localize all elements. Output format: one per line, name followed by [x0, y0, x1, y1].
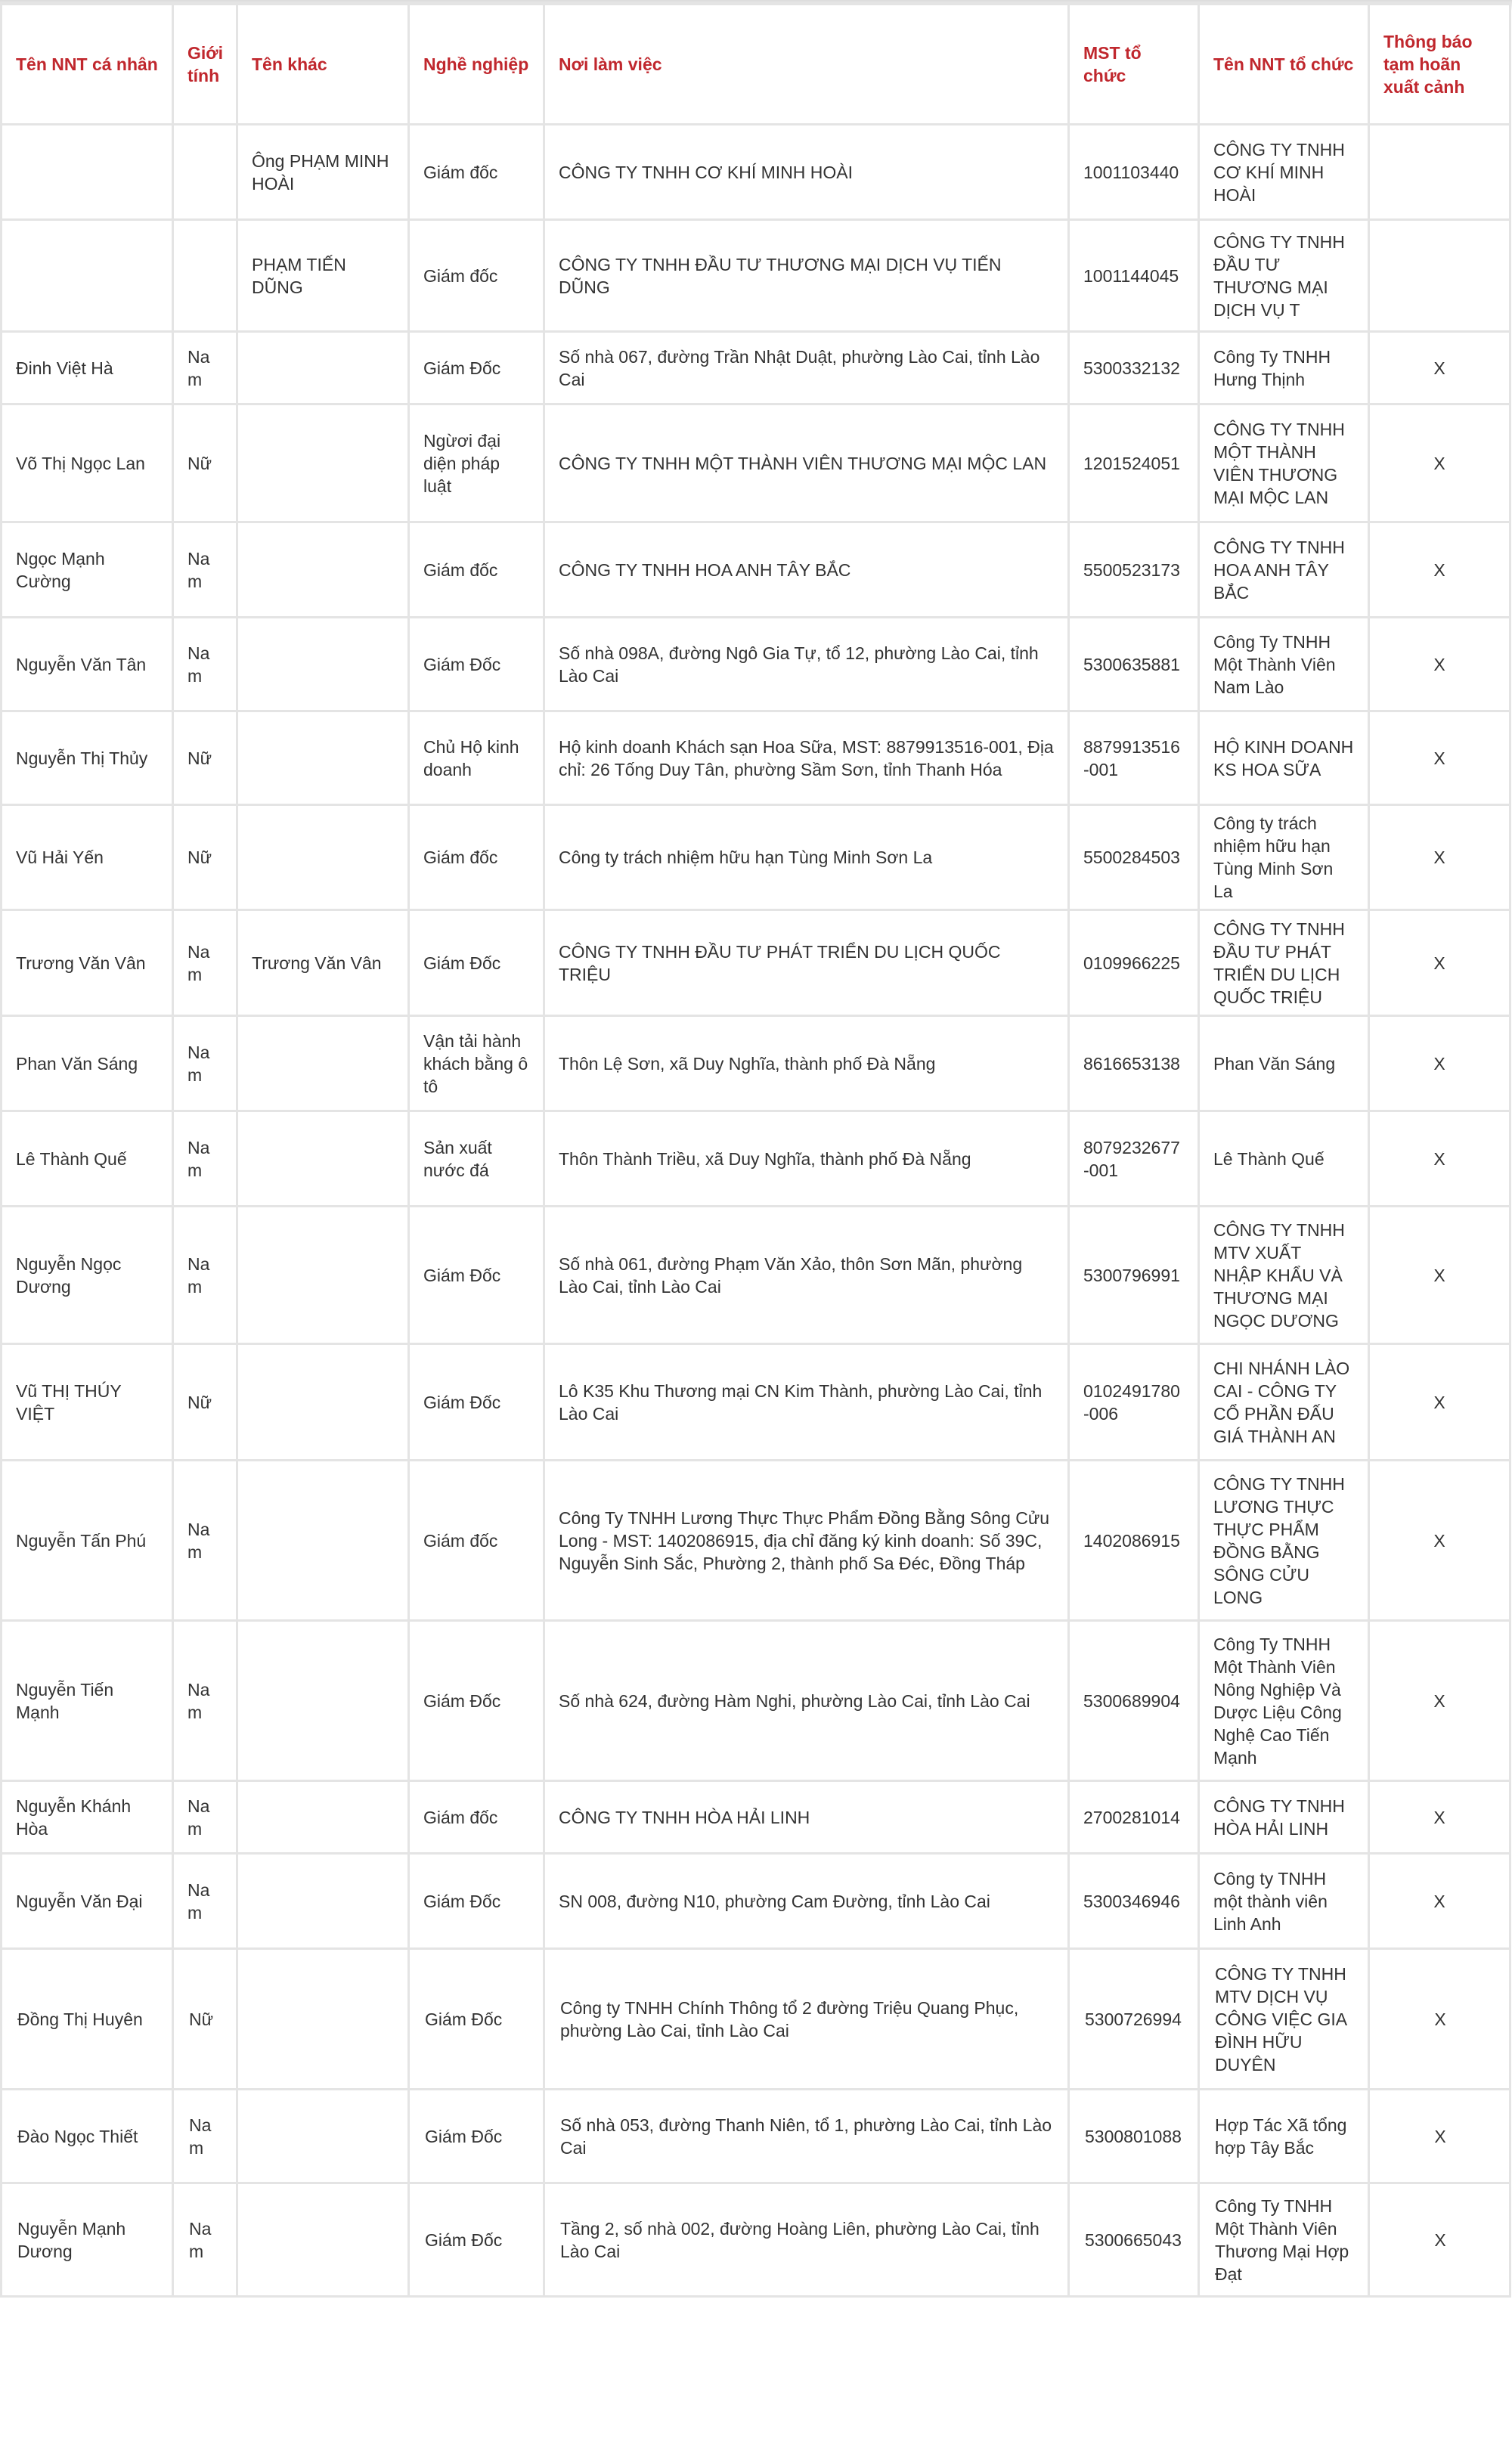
tax-code-cell: 8079232677-001 [1069, 1111, 1199, 1207]
deferral-flag-cell: X [1369, 1461, 1510, 1621]
person-name-cell: Đồng Thị Huyên [2, 1949, 173, 2090]
gender-cell: Nữ [173, 711, 237, 805]
tax-code-cell: 8616653138 [1069, 1016, 1199, 1111]
gender-cell: Nữ [173, 1949, 237, 2090]
gender-cell: Nam [173, 1207, 237, 1344]
occupation-cell: Chủ Hộ kinh doanh [409, 711, 544, 805]
tax-code-cell: 5300801088 [1069, 2090, 1199, 2183]
workplace-cell: SN 008, đường N10, phường Cam Đường, tỉnh Lào Cai [544, 1854, 1069, 1949]
table-row [2, 1854, 1510, 1949]
gender-cell: Nam [173, 1621, 237, 1781]
table-row [2, 1461, 1510, 1621]
person-name-cell: Phan Văn Sáng [2, 1016, 173, 1111]
occupation-cell: Vận tải hành khách bằng ô tô [409, 1016, 544, 1111]
occupation-cell: Giám Đốc [409, 1621, 544, 1781]
table-row [2, 1016, 1510, 1111]
occupation-cell: Sản xuất nước đá [409, 1111, 544, 1207]
table-row [2, 220, 1510, 332]
organization-cell: Phan Văn Sáng [1199, 1016, 1369, 1111]
other-name-cell [237, 1111, 409, 1207]
occupation-cell: Giám Đốc [409, 618, 544, 711]
deferral-flag-cell: X [1369, 332, 1510, 404]
deferral-flag-cell [1369, 220, 1510, 332]
gender-cell: Nữ [173, 404, 237, 522]
other-name-cell [237, 1781, 409, 1854]
workplace-cell: Số nhà 067, đường Trần Nhật Duật, phường Lào Cai, tỉnh Lào Cai [544, 332, 1069, 404]
table-row [2, 404, 1510, 522]
gender-cell: Nữ [173, 805, 237, 910]
tax-code-cell: 5500284503 [1069, 805, 1199, 910]
tax-code-cell: 1001144045 [1069, 220, 1199, 332]
organization-cell: CÔNG TY TNHH MỘT THÀNH VIÊN THƯƠNG MẠI MỘC LAN [1199, 404, 1369, 522]
gender-cell: Nam [173, 1111, 237, 1207]
header-nghe-nghiep: Nghề nghiệp [409, 5, 544, 125]
header-ten-to-chuc: Tên NNT tổ chức [1199, 5, 1369, 125]
tax-code-cell: 5300635881 [1069, 618, 1199, 711]
gender-cell [173, 125, 237, 220]
tax-code-cell: 1402086915 [1069, 1461, 1199, 1621]
occupation-cell: Giám Đốc [409, 1854, 544, 1949]
person-name-cell: Đinh Việt Hà [2, 332, 173, 404]
table-row [2, 618, 1510, 711]
organization-cell: CÔNG TY TNHH ĐẦU TƯ THƯƠNG MẠI DỊCH VỤ T [1199, 220, 1369, 332]
person-name-cell: Lê Thành Quế [2, 1111, 173, 1207]
deferral-flag-cell: X [1369, 1854, 1510, 1949]
header-gioi-tinh: Giới tính [173, 5, 237, 125]
gender-cell: Nam [173, 2090, 237, 2183]
person-name-cell [2, 220, 173, 332]
workplace-cell: CÔNG TY TNHH ĐẦU TƯ PHÁT TRIỂN DU LỊCH QUỐC TRIỆU [544, 910, 1069, 1016]
table-row [2, 522, 1510, 618]
tax-code-cell: 5500523173 [1069, 522, 1199, 618]
gender-cell: Nam [173, 1781, 237, 1854]
table-row [2, 910, 1510, 1016]
other-name-cell [237, 522, 409, 618]
header-ten-khac: Tên khác [237, 5, 409, 125]
other-name-cell [237, 711, 409, 805]
organization-cell: CÔNG TY TNHH LƯƠNG THỰC THỰC PHẨM ĐỒNG BẰNG SÔNG CỬU LONG [1199, 1461, 1369, 1621]
occupation-cell: Giám Đốc [409, 2090, 544, 2183]
person-name-cell: Nguyễn Thị Thủy [2, 711, 173, 805]
person-name-cell: Nguyễn Văn Tân [2, 618, 173, 711]
header-thong-bao: Thông báo tạm hoãn xuất cảnh [1369, 5, 1510, 125]
header-mst: MST tổ chức [1069, 5, 1199, 125]
deferral-flag-cell: X [1369, 1621, 1510, 1781]
gender-cell: Nam [173, 618, 237, 711]
workplace-cell: Công Ty TNHH Lương Thực Thực Phẩm Đồng Bằng Sông Cửu Long - MST: 1402086915, địa chỉ đăng ký kinh doanh: Số 39C, Nguyễn Sinh Sắc, Phường 2, thành phố Sa Đéc, Đồng Tháp [544, 1461, 1069, 1621]
organization-cell: CÔNG TY TNHH MTV DỊCH VỤ CÔNG VIỆC GIA ĐÌNH HỮU DUYÊN [1199, 1949, 1369, 2090]
deferral-flag-cell: X [1369, 1111, 1510, 1207]
occupation-cell: Giám đốc [409, 125, 544, 220]
person-name-cell: Nguyễn Khánh Hòa [2, 1781, 173, 1854]
other-name-cell [237, 618, 409, 711]
other-name-cell [237, 1949, 409, 2090]
organization-cell: Công Ty TNHH Hưng Thịnh [1199, 332, 1369, 404]
other-name-cell [237, 2183, 409, 2297]
organization-cell: CÔNG TY TNHH CƠ KHÍ MINH HOÀI [1199, 125, 1369, 220]
deferral-flag-cell: X [1369, 1207, 1510, 1344]
organization-cell: CHI NHÁNH LÀO CAI - CÔNG TY CỔ PHẦN ĐẤU GIÁ THÀNH AN [1199, 1344, 1369, 1461]
organization-cell: CÔNG TY TNHH MTV XUẤT NHẬP KHẨU VÀ THƯƠNG MẠI NGỌC DƯƠNG [1199, 1207, 1369, 1344]
workplace-cell: Lô K35 Khu Thương mại CN Kim Thành, phường Lào Cai, tỉnh Lào Cai [544, 1344, 1069, 1461]
organization-cell: CÔNG TY TNHH HOA ANH TÂY BẮC [1199, 522, 1369, 618]
deferral-flag-cell: X [1369, 1949, 1510, 2090]
gender-cell: Nữ [173, 1344, 237, 1461]
deferral-flag-cell: X [1369, 2183, 1510, 2297]
table-row [2, 2183, 1510, 2297]
deferral-flag-cell: X [1369, 522, 1510, 618]
tax-code-cell: 2700281014 [1069, 1781, 1199, 1854]
occupation-cell: Giám đốc [409, 1461, 544, 1621]
other-name-cell [237, 1854, 409, 1949]
other-name-cell [237, 1344, 409, 1461]
table-row [2, 1781, 1510, 1854]
tax-code-cell: 5300689904 [1069, 1621, 1199, 1781]
organization-cell: Công ty TNHH một thành viên Linh Anh [1199, 1854, 1369, 1949]
workplace-cell: CÔNG TY TNHH HOA ANH TÂY BẮC [544, 522, 1069, 618]
workplace-cell: Hộ kinh doanh Khách sạn Hoa Sữa, MST: 8879913516-001, Địa chỉ: 26 Tống Duy Tân, phường Sầm Sơn, tỉnh Thanh Hóa [544, 711, 1069, 805]
gender-cell: Nam [173, 1016, 237, 1111]
person-name-cell: Nguyễn Tiến Mạnh [2, 1621, 173, 1781]
deferral-flag-cell: X [1369, 404, 1510, 522]
tax-deferral-table [0, 3, 1511, 2298]
person-name-cell: Nguyễn Mạnh Dương [2, 2183, 173, 2297]
deferral-flag-cell: X [1369, 711, 1510, 805]
table-header [2, 5, 1510, 125]
other-name-cell [237, 1016, 409, 1111]
other-name-cell: Ông PHẠM MINH HOÀI [237, 125, 409, 220]
tax-code-cell: 5300726994 [1069, 1949, 1199, 2090]
occupation-cell: Giám đốc [409, 805, 544, 910]
gender-cell [173, 220, 237, 332]
table-row [2, 1621, 1510, 1781]
tax-code-cell: 5300346946 [1069, 1854, 1199, 1949]
tax-code-cell: 1001103440 [1069, 125, 1199, 220]
deferral-flag-cell: X [1369, 805, 1510, 910]
deferral-flag-cell: X [1369, 1781, 1510, 1854]
gender-cell: Nam [173, 1461, 237, 1621]
workplace-cell: Số nhà 098A, đường Ngô Gia Tự, tổ 12, phường Lào Cai, tỉnh Lào Cai [544, 618, 1069, 711]
person-name-cell [2, 125, 173, 220]
table-row [2, 711, 1510, 805]
gender-cell: Nam [173, 910, 237, 1016]
occupation-cell: Giám Đốc [409, 1207, 544, 1344]
organization-cell: CÔNG TY TNHH HÒA HẢI LINH [1199, 1781, 1369, 1854]
occupation-cell: Giám Đốc [409, 1949, 544, 2090]
header-noi-lam-viec: Nơi làm việc [544, 5, 1069, 125]
deferral-flag-cell: X [1369, 1016, 1510, 1111]
organization-cell: Công ty trách nhiệm hữu hạn Tùng Minh Sơn La [1199, 805, 1369, 910]
person-name-cell: Nguyễn Văn Đại [2, 1854, 173, 1949]
table-row [2, 1344, 1510, 1461]
deferral-flag-cell [1369, 125, 1510, 220]
tax-code-cell: 0109966225 [1069, 910, 1199, 1016]
occupation-cell: Giám Đốc [409, 2183, 544, 2297]
gender-cell: Nam [173, 522, 237, 618]
occupation-cell: Giám đốc [409, 1781, 544, 1854]
person-name-cell: Trương Văn Vân [2, 910, 173, 1016]
table-row [2, 1111, 1510, 1207]
person-name-cell: Vũ Hải Yến [2, 805, 173, 910]
workplace-cell: CÔNG TY TNHH ĐẦU TƯ THƯƠNG MẠI DỊCH VỤ TIẾN DŨNG [544, 220, 1069, 332]
organization-cell: CÔNG TY TNHH ĐẦU TƯ PHÁT TRIỂN DU LỊCH QUỐC TRIỆU [1199, 910, 1369, 1016]
tax-code-cell: 5300332132 [1069, 332, 1199, 404]
occupation-cell: Giám Đốc [409, 1344, 544, 1461]
occupation-cell: Giám Đốc [409, 332, 544, 404]
other-name-cell [237, 404, 409, 522]
table-row [2, 125, 1510, 220]
person-name-cell: Đào Ngọc Thiết [2, 2090, 173, 2183]
workplace-cell: Tầng 2, số nhà 002, đường Hoàng Liên, phường Lào Cai, tỉnh Lào Cai [544, 2183, 1069, 2297]
organization-cell: Công Ty TNHH Một Thành Viên Thương Mại Hợp Đạt [1199, 2183, 1369, 2297]
occupation-cell: Giám đốc [409, 522, 544, 618]
other-name-cell [237, 332, 409, 404]
workplace-cell: Số nhà 053, đường Thanh Niên, tổ 1, phường Lào Cai, tỉnh Lào Cai [544, 2090, 1069, 2183]
table-row [2, 2090, 1510, 2183]
workplace-cell: CÔNG TY TNHH MỘT THÀNH VIÊN THƯƠNG MẠI MỘC LAN [544, 404, 1069, 522]
table-row [2, 1207, 1510, 1344]
table-body [2, 125, 1510, 2297]
occupation-cell: Giám đốc [409, 220, 544, 332]
other-name-cell [237, 805, 409, 910]
organization-cell: Công Ty TNHH Một Thành Viên Nông Nghiệp Và Dược Liệu Công Nghệ Cao Tiến Mạnh [1199, 1621, 1369, 1781]
other-name-cell: Trương Văn Vân [237, 910, 409, 1016]
organization-cell: Lê Thành Quế [1199, 1111, 1369, 1207]
workplace-cell: Thôn Thành Triều, xã Duy Nghĩa, thành phố Đà Nẵng [544, 1111, 1069, 1207]
other-name-cell: PHẠM TIẾN DŨNG [237, 220, 409, 332]
person-name-cell: Võ Thị Ngọc Lan [2, 404, 173, 522]
workplace-cell: Số nhà 061, đường Phạm Văn Xảo, thôn Sơn Mãn, phường Lào Cai, tỉnh Lào Cai [544, 1207, 1069, 1344]
organization-cell: Công Ty TNHH Một Thành Viên Nam Lào [1199, 618, 1369, 711]
table-row [2, 1949, 1510, 2090]
tax-code-cell: 5300665043 [1069, 2183, 1199, 2297]
table-row [2, 332, 1510, 404]
deferral-flag-cell: X [1369, 1344, 1510, 1461]
workplace-cell: Số nhà 624, đường Hàm Nghi, phường Lào Cai, tỉnh Lào Cai [544, 1621, 1069, 1781]
other-name-cell [237, 1461, 409, 1621]
tax-code-cell: 5300796991 [1069, 1207, 1199, 1344]
tax-code-cell: 0102491780-006 [1069, 1344, 1199, 1461]
occupation-cell: Giám Đốc [409, 910, 544, 1016]
gender-cell: Nam [173, 332, 237, 404]
header-row [2, 5, 1510, 125]
organization-cell: Hợp Tác Xã tổng hợp Tây Bắc [1199, 2090, 1369, 2183]
tax-code-cell: 8879913516-001 [1069, 711, 1199, 805]
tax-code-cell: 1201524051 [1069, 404, 1199, 522]
occupation-cell: Ngừơi đại diện pháp luật [409, 404, 544, 522]
workplace-cell: Công ty TNHH Chính Thông tổ 2 đường Triệu Quang Phục, phường Lào Cai, tỉnh Lào Cai [544, 1949, 1069, 2090]
other-name-cell [237, 1621, 409, 1781]
person-name-cell: Vũ THỊ THÚY VIỆT [2, 1344, 173, 1461]
deferral-flag-cell: X [1369, 910, 1510, 1016]
workplace-cell: Thôn Lệ Sơn, xã Duy Nghĩa, thành phố Đà Nẵng [544, 1016, 1069, 1111]
organization-cell: HỘ KINH DOANH KS HOA SỮA [1199, 711, 1369, 805]
deferral-flag-cell: X [1369, 618, 1510, 711]
gender-cell: Nam [173, 2183, 237, 2297]
table-row [2, 805, 1510, 910]
header-ten-nnt: Tên NNT cá nhân [2, 5, 173, 125]
person-name-cell: Nguyễn Tấn Phú [2, 1461, 173, 1621]
other-name-cell [237, 2090, 409, 2183]
other-name-cell [237, 1207, 409, 1344]
person-name-cell: Ngọc Mạnh Cường [2, 522, 173, 618]
deferral-flag-cell: X [1369, 2090, 1510, 2183]
workplace-cell: CÔNG TY TNHH CƠ KHÍ MINH HOÀI [544, 125, 1069, 220]
workplace-cell: Công ty trách nhiệm hữu hạn Tùng Minh Sơn La [544, 805, 1069, 910]
workplace-cell: CÔNG TY TNHH HÒA HẢI LINH [544, 1781, 1069, 1854]
gender-cell: Nam [173, 1854, 237, 1949]
person-name-cell: Nguyễn Ngọc Dương [2, 1207, 173, 1344]
